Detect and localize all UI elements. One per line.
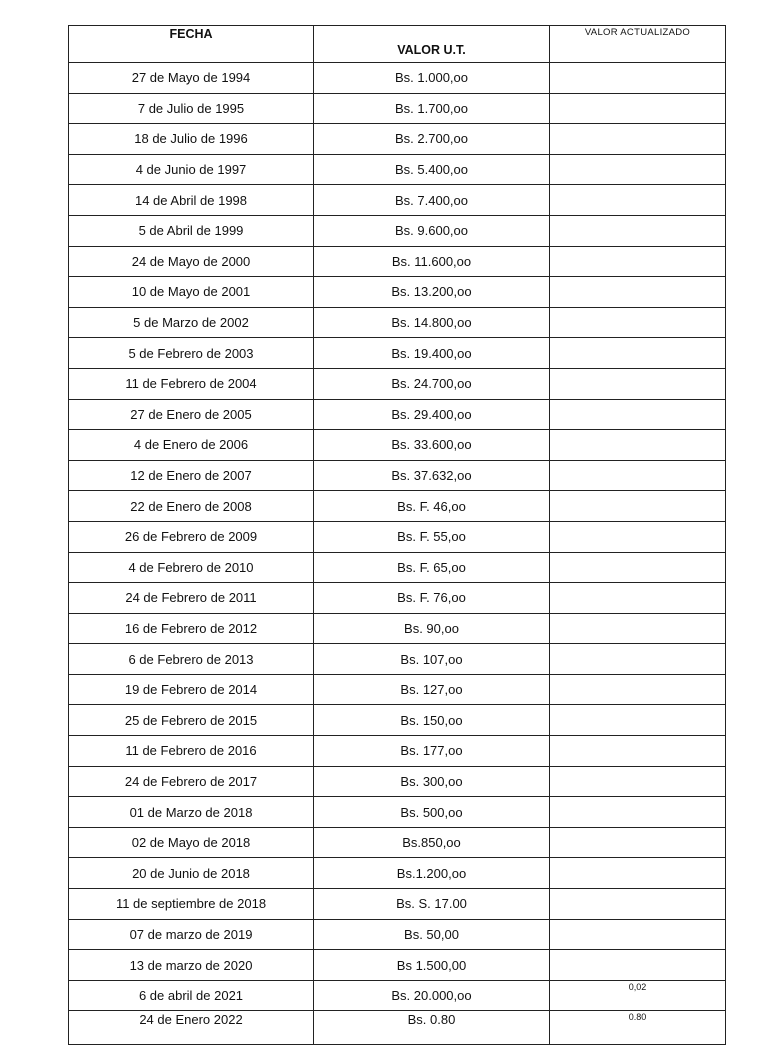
valor-ut-cell: Bs. 9.600,oo [314,215,550,246]
fecha-cell: 24 de Febrero de 2011 [69,583,314,614]
unidad-tributaria-table [68,25,726,1045]
valor-actualizado-cell [550,124,726,155]
fecha-cell: 20 de Junio de 2018 [69,858,314,889]
header-valor-ut: VALOR U.T. [314,26,550,63]
table-row [69,705,726,736]
fecha-cell: 18 de Julio de 1996 [69,124,314,155]
valor-actualizado-cell [550,93,726,124]
table-row [69,491,726,522]
valor-ut-cell: Bs. 2.700,oo [314,124,550,155]
table-row [69,980,726,1011]
valor-actualizado-cell [550,552,726,583]
header-fecha: FECHA [69,26,314,63]
table-row [69,919,726,950]
table-row [69,644,726,675]
valor-actualizado-cell [550,613,726,644]
valor-ut-cell: Bs. F. 55,oo [314,521,550,552]
table-row [69,521,726,552]
valor-actualizado-cell [550,521,726,552]
valor-actualizado-cell: 0,02 [550,980,726,1011]
valor-actualizado-cell [550,399,726,430]
table-row [69,797,726,828]
fecha-cell: 4 de Febrero de 2010 [69,552,314,583]
valor-ut-cell: Bs. 107,oo [314,644,550,675]
valor-actualizado-cell [550,185,726,216]
valor-actualizado-cell [550,154,726,185]
valor-ut-cell: Bs. 20.000,oo [314,980,550,1011]
table-row [69,552,726,583]
table-row [69,613,726,644]
valor-ut-cell: Bs. S. 17.00 [314,889,550,920]
table-row [69,185,726,216]
fecha-cell: 02 de Mayo de 2018 [69,827,314,858]
valor-ut-cell: Bs. 150,oo [314,705,550,736]
valor-actualizado-cell [550,919,726,950]
table-row [69,950,726,981]
valor-ut-cell: Bs. 11.600,oo [314,246,550,277]
fecha-cell: 27 de Enero de 2005 [69,399,314,430]
fecha-cell: 14 de Abril de 1998 [69,185,314,216]
header-row [69,26,726,63]
valor-ut-cell: Bs. 500,oo [314,797,550,828]
table-row [69,1011,726,1045]
fecha-cell: 19 de Febrero de 2014 [69,674,314,705]
fecha-cell: 4 de Enero de 2006 [69,430,314,461]
valor-actualizado-cell [550,644,726,675]
valor-actualizado-cell [550,889,726,920]
valor-actualizado-cell [550,63,726,94]
fecha-cell: 22 de Enero de 2008 [69,491,314,522]
valor-actualizado-cell [550,277,726,308]
fecha-cell: 27 de Mayo de 1994 [69,63,314,94]
valor-ut-cell: Bs. F. 46,oo [314,491,550,522]
table-row [69,124,726,155]
valor-actualizado-cell: 0.80 [550,1011,726,1045]
valor-actualizado-cell [550,491,726,522]
valor-actualizado-cell [550,950,726,981]
table-row [69,460,726,491]
fecha-cell: 24 de Febrero de 2017 [69,766,314,797]
table-row [69,399,726,430]
valor-actualizado-cell [550,460,726,491]
table-body [69,63,726,1045]
valor-actualizado-cell [550,307,726,338]
valor-ut-cell: Bs. 177,oo [314,736,550,767]
fecha-cell: 5 de Febrero de 2003 [69,338,314,369]
valor-ut-cell: Bs 1.500,00 [314,950,550,981]
table-row [69,736,726,767]
table-row [69,307,726,338]
valor-ut-cell: Bs. 1.000,oo [314,63,550,94]
valor-ut-cell: Bs. 127,oo [314,674,550,705]
valor-ut-cell: Bs. 90,oo [314,613,550,644]
fecha-cell: 13 de marzo de 2020 [69,950,314,981]
valor-actualizado-cell [550,338,726,369]
valor-ut-cell: Bs. 14.800,oo [314,307,550,338]
valor-actualizado-cell [550,858,726,889]
fecha-cell: 11 de Febrero de 2004 [69,368,314,399]
valor-actualizado-cell [550,430,726,461]
valor-ut-cell: Bs. 29.400,oo [314,399,550,430]
fecha-cell: 4 de Junio de 1997 [69,154,314,185]
table-row [69,766,726,797]
table-row [69,277,726,308]
fecha-cell: 12 de Enero de 2007 [69,460,314,491]
table-row [69,246,726,277]
table-row [69,93,726,124]
table-row [69,154,726,185]
valor-actualizado-cell [550,368,726,399]
valor-ut-cell: Bs. 300,oo [314,766,550,797]
fecha-cell: 24 de Enero 2022 [69,1011,314,1045]
fecha-cell: 6 de Febrero de 2013 [69,644,314,675]
valor-ut-cell: Bs. 5.400,oo [314,154,550,185]
valor-ut-cell: Bs. 13.200,oo [314,277,550,308]
valor-ut-cell: Bs. 37.632,oo [314,460,550,491]
valor-actualizado-cell [550,246,726,277]
valor-ut-cell: Bs.850,oo [314,827,550,858]
table-row [69,858,726,889]
table-row [69,827,726,858]
fecha-cell: 6 de abril de 2021 [69,980,314,1011]
header-valor-actualizado: VALOR ACTUALIZADO [550,26,726,63]
valor-actualizado-cell [550,766,726,797]
table-row [69,215,726,246]
fecha-cell: 07 de marzo de 2019 [69,919,314,950]
valor-actualizado-cell [550,736,726,767]
table-row [69,674,726,705]
table-row [69,368,726,399]
fecha-cell: 7 de Julio de 1995 [69,93,314,124]
valor-actualizado-cell [550,674,726,705]
valor-ut-cell: Bs. 19.400,oo [314,338,550,369]
table-row [69,63,726,94]
valor-ut-cell: Bs. 50,00 [314,919,550,950]
fecha-cell: 24 de Mayo de 2000 [69,246,314,277]
table-row [69,583,726,614]
fecha-cell: 16 de Febrero de 2012 [69,613,314,644]
table-row [69,430,726,461]
table-row [69,338,726,369]
valor-ut-cell: Bs. 24.700,oo [314,368,550,399]
fecha-cell: 5 de Marzo de 2002 [69,307,314,338]
table-row [69,889,726,920]
valor-actualizado-cell [550,797,726,828]
fecha-cell: 26 de Febrero de 2009 [69,521,314,552]
fecha-cell: 11 de septiembre de 2018 [69,889,314,920]
valor-ut-cell: Bs.1.200,oo [314,858,550,889]
valor-ut-cell: Bs. 0.80 [314,1011,550,1045]
fecha-cell: 5 de Abril de 1999 [69,215,314,246]
valor-actualizado-cell [550,705,726,736]
fecha-cell: 01 de Marzo de 2018 [69,797,314,828]
fecha-cell: 11 de Febrero de 2016 [69,736,314,767]
valor-ut-cell: Bs. F. 76,oo [314,583,550,614]
valor-ut-cell: Bs. F. 65,oo [314,552,550,583]
valor-actualizado-cell [550,215,726,246]
valor-ut-cell: Bs. 7.400,oo [314,185,550,216]
fecha-cell: 25 de Febrero de 2015 [69,705,314,736]
valor-ut-cell: Bs. 33.600,oo [314,430,550,461]
valor-actualizado-cell [550,583,726,614]
fecha-cell: 10 de Mayo de 2001 [69,277,314,308]
valor-actualizado-cell [550,827,726,858]
valor-ut-cell: Bs. 1.700,oo [314,93,550,124]
